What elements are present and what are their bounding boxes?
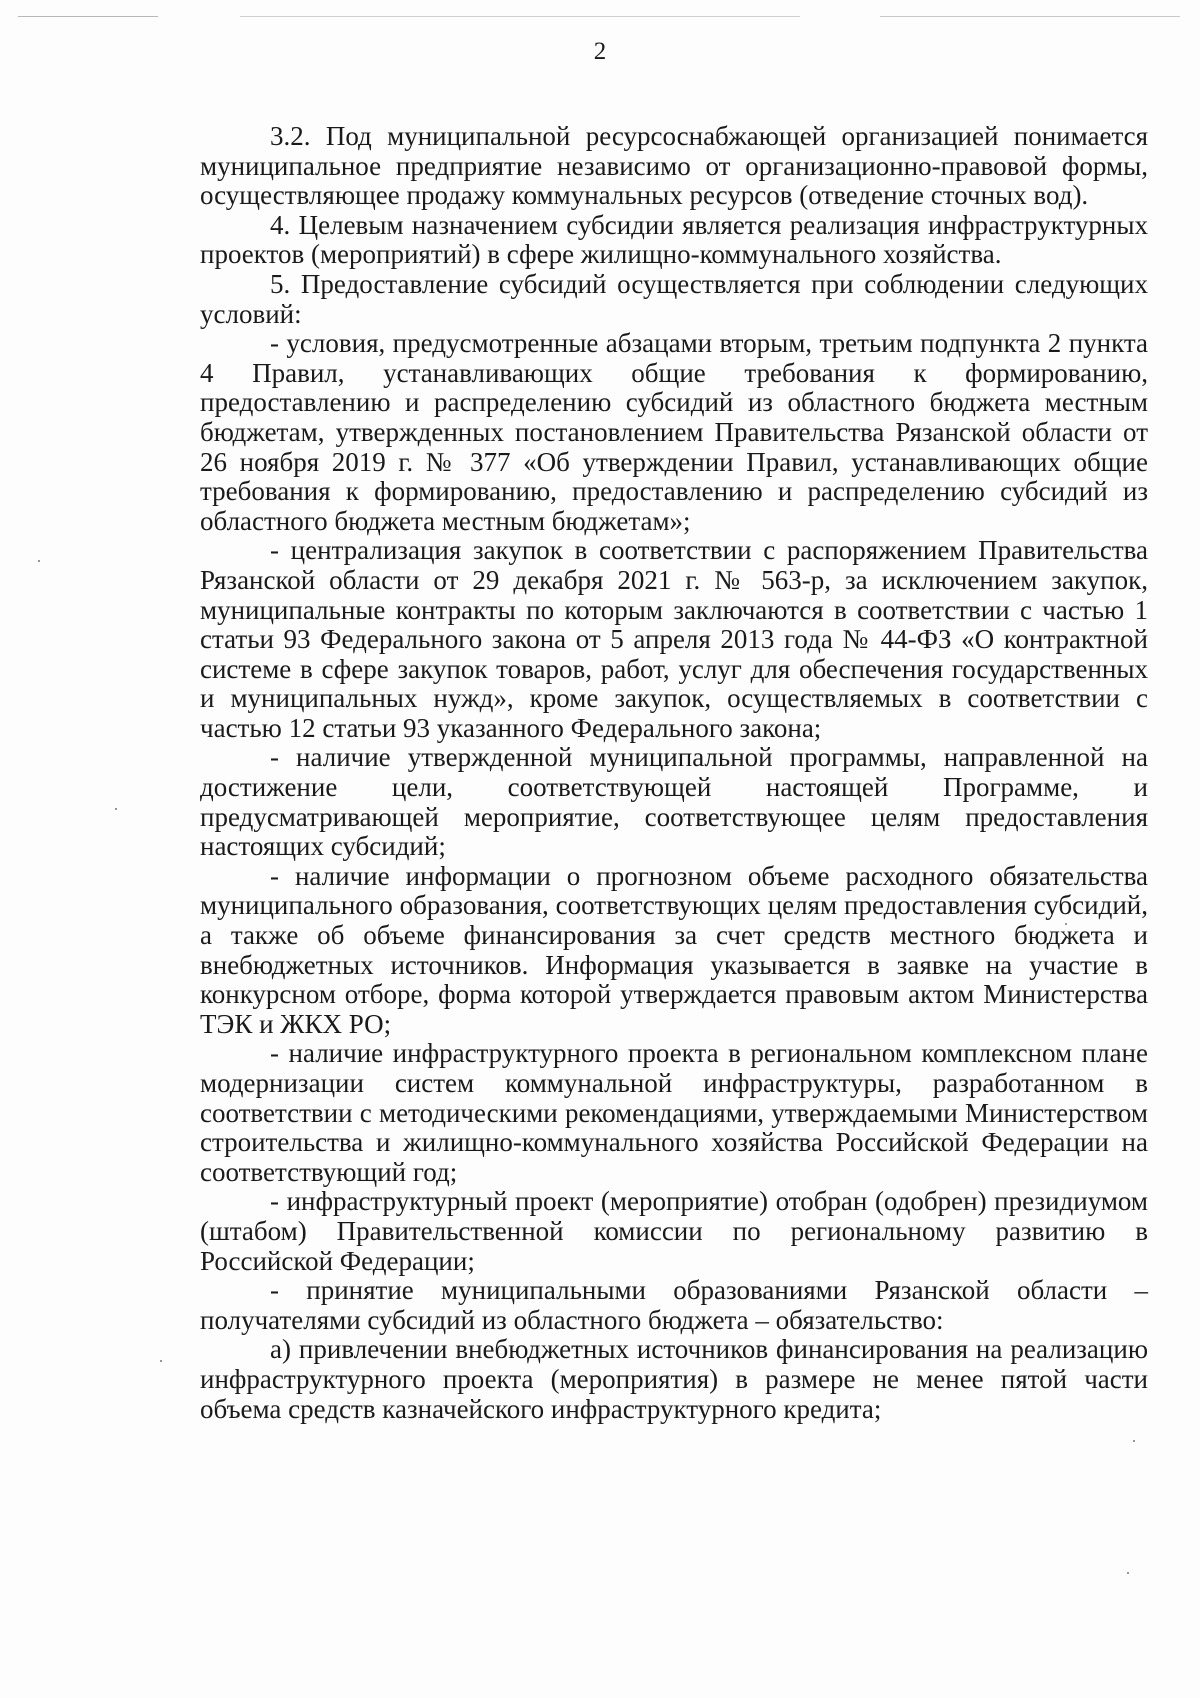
paragraph: 4. Целевым назначением субсидии является реализация инфраструктурных проектов (мероприятий) в сфере жилищно-коммунального хозяйства. (200, 209, 1148, 270)
scan-speck (115, 808, 117, 810)
paragraph: 5. Предоставление субсидий осуществляется при соблюдении следующих условий: (200, 268, 1148, 329)
paragraph: - наличие информации о прогнозном объеме расходного обязательства муниципального образования, соответствующих целям предоставления субсидий, а также об объеме финансирования за счет средств местного бюджета и внебюджетных источников. Информация указывается в заявке на участие в конкурсном отборе, форма которой утверждается правовым актом Министерства ТЭК и ЖКХ РО; (200, 860, 1148, 1039)
paragraph: - наличие инфраструктурного проекта в региональном комплексном плане модернизации систем коммунальной инфраструктуры, разработанном в соответствии с методическими рекомендациями, утверждаемыми Министерством строительства и жилищно-коммунального хозяйства Российской Федерации на соответствующий год; (200, 1038, 1148, 1187)
scan-edge-line (240, 16, 800, 17)
scan-speck (38, 560, 40, 562)
paragraph: - инфраструктурный проект (мероприятие) отобран (одобрен) президиумом (штабом) Правительственной комиссии по региональному развитию в Российской Федерации; (200, 1186, 1148, 1276)
paragraph: 3.2. Под муниципальной ресурсоснабжающей организацией понимается муниципальное предприятие независимо от организационно-правовой формы, осуществляющее продажу коммунальных ресурсов (отведение сточных вод). (200, 121, 1148, 211)
document-body (200, 122, 1148, 1424)
paragraph: - наличие утвержденной муниципальной программы, направленной на достижение цели, соответствующей настоящей Программе, и предусматривающей мероприятие, соответствующее целям предоставления настоящих субсидий; (200, 742, 1148, 862)
page-number: 2 (593, 38, 607, 65)
scan-speck (160, 1360, 162, 1362)
scan-edge-line (18, 16, 158, 17)
paragraph: - условия, предусмотренные абзацами вторым, третьим подпункта 2 пункта 4 Правил, устанавливающих общие требования к формированию, предоставлению и распределению субсидий из областного бюджета местным бюджетам, утвержденных постановлением Правительства Рязанской области от 26 ноября 2019 г. № 377 «Об утверждении Правил, устанавливающих общие требования к формированию, предоставлению и распределению субсидий из областного бюджета местным бюджетам»; (200, 328, 1148, 536)
scan-speck (1133, 1440, 1135, 1442)
paragraph: - централизация закупок в соответствии с распоряжением Правительства Рязанской области от 29 декабря 2021 г. № 563-р, за исключением закупок, муниципальные контракты по которым заключаются в соответствии с частью 1 статьи 93 Федерального закона от 5 апреля 2013 года № 44-ФЗ «О контрактной системе в сфере закупок товаров, работ, услуг для обеспечения государственных и муниципальных нужд», кроме закупок, осуществляемых в соответствии с частью 12 статьи 93 указанного Федерального закона; (200, 535, 1148, 743)
paragraph: а) привлечении внебюджетных источников финансирования на реализацию инфраструктурного проекта (мероприятия) в размере не менее пятой части объема средств казначейского инфраструктурного кредита; (200, 1334, 1148, 1424)
paragraph: - принятие муниципальными образованиями Рязанской области – получателями субсидий из областного бюджета – обязательство: (200, 1275, 1148, 1335)
scan-speck (1127, 1572, 1129, 1574)
scan-edge-line (880, 16, 1180, 17)
